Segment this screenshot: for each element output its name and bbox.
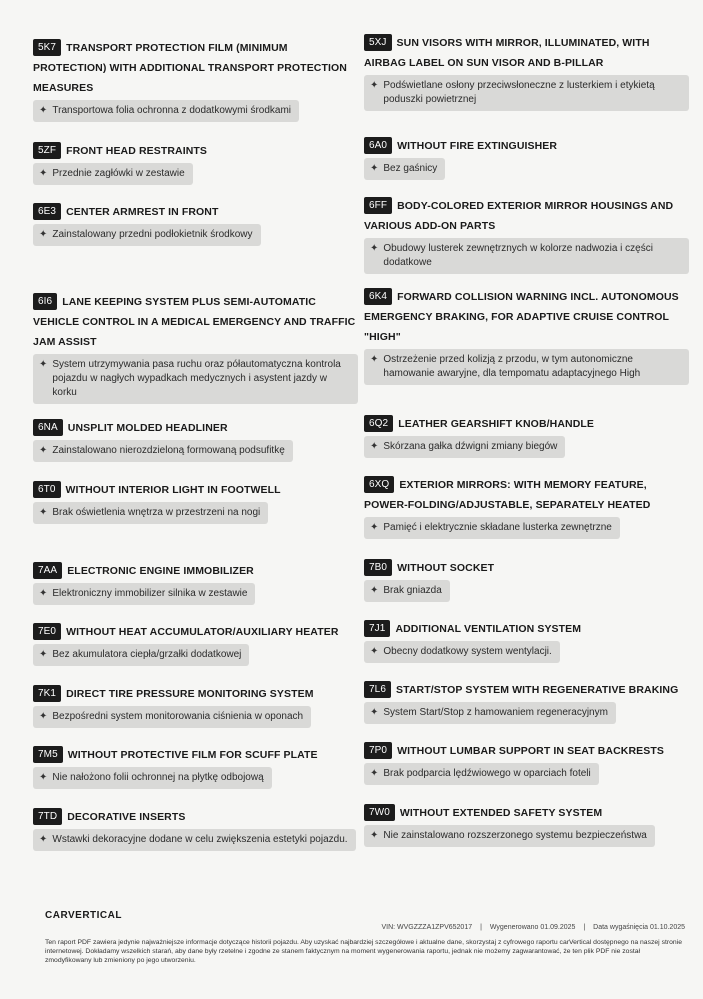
option-code: 7K1 <box>33 685 61 702</box>
item-description: ✦ Przednie zagłówki w zestawie <box>33 163 193 185</box>
equipment-item <box>33 622 358 666</box>
item-title: WITHOUT LUMBAR SUPPORT IN SEAT BACKRESTS <box>397 745 664 757</box>
item-heading <box>364 619 689 639</box>
item-description: ✦ Nie nałożono folii ochronnej na płytkę odbojową <box>33 767 272 789</box>
option-code: 6NA <box>33 419 63 436</box>
carvertical-logo: CARVERTICAL <box>45 910 122 921</box>
item-title: CENTER ARMREST IN FRONT <box>66 206 219 218</box>
item-description: ✦ Zainstalowano nierozdzieloną formowaną podsufitkę <box>33 440 293 462</box>
item-heading <box>364 287 689 347</box>
sparkle-icon: ✦ <box>39 588 48 599</box>
equipment-item <box>33 202 358 246</box>
item-heading <box>33 202 358 222</box>
equipment-item <box>364 680 689 724</box>
equipment-item <box>33 684 358 728</box>
item-title: START/STOP SYSTEM WITH REGENERATIVE BRAKING <box>396 684 679 696</box>
item-heading <box>33 684 358 704</box>
vin-label: VIN: WVGZZZA1ZPV652017 <box>381 924 473 931</box>
sparkle-icon: ✦ <box>39 649 48 660</box>
option-code: 6E3 <box>33 203 61 220</box>
item-title: WITHOUT SOCKET <box>397 562 495 574</box>
item-description: ✦ Brak podparcia lędźwiowego w oparciach foteli <box>364 763 599 785</box>
option-code: 7J1 <box>364 620 390 637</box>
sparkle-icon: ✦ <box>370 522 379 533</box>
item-description: ✦ Skórzana gałka dźwigni zmiany biegów <box>364 436 565 458</box>
option-code: 6I6 <box>33 293 57 310</box>
option-code: 7TD <box>33 808 62 825</box>
item-description: ✦ Ostrzeżenie przed kolizją z przodu, w tym autonomiczne hamowanie awaryjne, dla tempomatu adaptacyjnego High <box>364 349 689 385</box>
option-code: 6Q2 <box>364 415 393 432</box>
option-code: 5K7 <box>33 39 61 56</box>
item-heading <box>364 414 689 434</box>
item-heading <box>364 803 689 823</box>
item-heading <box>364 475 689 515</box>
equipment-item <box>33 141 358 185</box>
expiry-date: Data wygaśnięcia 01.10.2025 <box>593 924 685 931</box>
sparkle-icon: ✦ <box>39 445 48 456</box>
item-heading <box>33 141 358 161</box>
item-heading <box>364 558 689 578</box>
option-code: 7L6 <box>364 681 391 698</box>
option-code: 7AA <box>33 562 62 579</box>
sparkle-icon: ✦ <box>39 772 48 783</box>
item-title: ADDITIONAL VENTILATION SYSTEM <box>395 623 582 635</box>
item-title: DECORATIVE INSERTS <box>67 811 186 823</box>
item-description: ✦ Brak gniazda <box>364 580 450 602</box>
item-description: ✦ Zainstalowany przedni podłokietnik środkowy <box>33 224 261 246</box>
equipment-item <box>364 558 689 602</box>
item-heading <box>33 38 358 98</box>
equipment-item <box>364 287 689 385</box>
item-description: ✦ Bez gaśnicy <box>364 158 445 180</box>
item-description: ✦ Elektroniczny immobilizer silnika w zestawie <box>33 583 255 605</box>
equipment-item <box>364 803 689 847</box>
item-title: WITHOUT FIRE EXTINGUISHER <box>397 140 558 152</box>
sparkle-icon: ✦ <box>370 707 379 718</box>
sparkle-icon: ✦ <box>370 243 379 254</box>
item-heading <box>33 418 358 438</box>
item-description: ✦ Brak oświetlenia wnętrza w przestrzeni na nogi <box>33 502 268 524</box>
sparkle-icon: ✦ <box>39 229 48 240</box>
option-code: 6T0 <box>33 481 61 498</box>
sparkle-icon: ✦ <box>39 105 48 116</box>
item-title: FORWARD COLLISION WARNING INCL. AUTONOMOUS EMERGENCY BRAKING, FOR ADAPTIVE CRUISE CONTROL "HIGH" <box>364 291 679 343</box>
sparkle-icon: ✦ <box>370 163 379 174</box>
equipment-item <box>33 38 358 122</box>
item-title: TRANSPORT PROTECTION FILM (MINIMUM PROTECTION) WITH ADDITIONAL TRANSPORT PROTECTION MEASURES <box>33 42 347 94</box>
sparkle-icon: ✦ <box>39 711 48 722</box>
item-heading <box>33 807 358 827</box>
disclaimer-text: Ten raport PDF zawiera jedynie najważniejsze informacje dotyczące historii pojazdu. Aby uzyskać najbardziej szczegółowe i aktualne dane, skorzystaj z cyfrowego raportu carVertical dostępnego na naszej stronie internetowej. Dokładamy wszelkich starań, aby dane były rzetelne i zgodne ze stanem faktycznym na moment wygenerowania raportu, jednak nie możemy zagwarantować, że ten plik PDF nie został zmodyfikowany lub zmieniony po jego utworzeniu. <box>45 939 682 964</box>
item-description: ✦ Wstawki dekoracyjne dodane w celu zwiększenia estetyki pojazdu. <box>33 829 356 851</box>
item-heading <box>364 33 689 73</box>
sparkle-icon: ✦ <box>370 585 379 596</box>
item-heading <box>364 680 689 700</box>
item-title: LANE KEEPING SYSTEM PLUS SEMI-AUTOMATIC VEHICLE CONTROL IN A MEDICAL EMERGENCY AND TRAFFIC JAM ASSIST <box>33 296 356 348</box>
equipment-item <box>33 292 358 404</box>
item-heading <box>33 480 358 500</box>
item-title: WITHOUT HEAT ACCUMULATOR/AUXILIARY HEATER <box>66 626 339 638</box>
item-title: SUN VISORS WITH MIRROR, ILLUMINATED, WITH AIRBAG LABEL ON SUN VISOR AND B-PILLAR <box>364 37 650 69</box>
sparkle-icon: ✦ <box>370 768 379 779</box>
option-code: 7M5 <box>33 746 63 763</box>
option-code: 7B0 <box>364 559 392 576</box>
equipment-item <box>33 418 358 462</box>
equipment-item <box>364 414 689 458</box>
item-title: FRONT HEAD RESTRAINTS <box>66 145 208 157</box>
sparkle-icon: ✦ <box>370 830 379 841</box>
equipment-item <box>364 475 689 539</box>
equipment-item <box>33 807 358 851</box>
option-code: 7P0 <box>364 742 392 759</box>
item-title: UNSPLIT MOLDED HEADLINER <box>67 422 228 434</box>
sparkle-icon: ✦ <box>39 359 48 370</box>
equipment-item <box>364 33 689 111</box>
item-title: LEATHER GEARSHIFT KNOB/HANDLE <box>398 418 594 430</box>
item-heading <box>364 196 689 236</box>
option-code: 5XJ <box>364 34 392 51</box>
item-title: ELECTRONIC ENGINE IMMOBILIZER <box>67 565 254 577</box>
equipment-item <box>33 561 358 605</box>
generated-date: Wygenerowano 01.09.2025 <box>489 924 576 931</box>
equipment-item <box>33 480 358 524</box>
item-heading <box>33 745 358 765</box>
equipment-item <box>364 741 689 785</box>
option-code: 6K4 <box>364 288 392 305</box>
sparkle-icon: ✦ <box>370 80 379 91</box>
option-code: 6A0 <box>364 137 392 154</box>
item-description: ✦ Pamięć i elektrycznie składane lusterka zewnętrzne <box>364 517 620 539</box>
item-description: ✦ Podświetlane osłony przeciwsłoneczne z lusterkiem i etykietą poduszki powietrznej <box>364 75 689 111</box>
item-description: ✦ System utrzymywania pasa ruchu oraz półautomatyczna kontrola pojazdu w nagłych wypadkach medycznych i asystent jazdy w korku <box>33 354 358 404</box>
item-heading <box>33 292 358 352</box>
sparkle-icon: ✦ <box>370 646 379 657</box>
item-title: DIRECT TIRE PRESSURE MONITORING SYSTEM <box>66 688 314 700</box>
sparkle-icon: ✦ <box>370 354 379 365</box>
item-description: ✦ Transportowa folia ochronna z dodatkowymi środkami <box>33 100 299 122</box>
item-heading <box>364 136 689 156</box>
equipment-item <box>33 745 358 789</box>
sparkle-icon: ✦ <box>39 507 48 518</box>
sparkle-icon: ✦ <box>39 168 48 179</box>
option-code: 7E0 <box>33 623 61 640</box>
item-title: EXTERIOR MIRRORS: WITH MEMORY FEATURE, POWER-FOLDING/ADJUSTABLE, SEPARATELY HEATED <box>364 479 651 511</box>
item-title: WITHOUT EXTENDED SAFETY SYSTEM <box>399 807 603 819</box>
item-title: WITHOUT INTERIOR LIGHT IN FOOTWELL <box>65 484 281 496</box>
option-code: 6XQ <box>364 476 394 493</box>
sparkle-icon: ✦ <box>39 834 48 845</box>
item-title: WITHOUT PROTECTIVE FILM FOR SCUFF PLATE <box>67 749 318 761</box>
item-description: ✦ Obecny dodatkowy system wentylacji. <box>364 641 560 663</box>
equipment-item <box>364 619 689 663</box>
item-heading <box>33 561 358 581</box>
equipment-item <box>364 136 689 180</box>
item-description: ✦ Bez akumulatora ciepła/grzałki dodatkowej <box>33 644 249 666</box>
option-code: 5ZF <box>33 142 61 159</box>
sparkle-icon: ✦ <box>370 441 379 452</box>
equipment-item <box>364 196 689 274</box>
item-description: ✦ System Start/Stop z hamowaniem regeneracyjnym <box>364 702 616 724</box>
item-heading <box>364 741 689 761</box>
item-heading <box>33 622 358 642</box>
report-meta: VIN: WVGZZZA1ZPV652017 | Wygenerowano 01.09.2025 | Data wygaśnięcia 01.10.2025 <box>381 924 685 931</box>
option-code: 6FF <box>364 197 392 214</box>
item-title: BODY-COLORED EXTERIOR MIRROR HOUSINGS AND VARIOUS ADD-ON PARTS <box>364 200 674 232</box>
item-description: ✦ Nie zainstalowano rozszerzonego systemu bezpieczeństwa <box>364 825 655 847</box>
option-code: 7W0 <box>364 804 395 821</box>
item-description: ✦ Obudowy lusterek zewnętrznych w kolorze nadwozia i części dodatkowe <box>364 238 689 274</box>
item-description: ✦ Bezpośredni system monitorowania ciśnienia w oponach <box>33 706 311 728</box>
